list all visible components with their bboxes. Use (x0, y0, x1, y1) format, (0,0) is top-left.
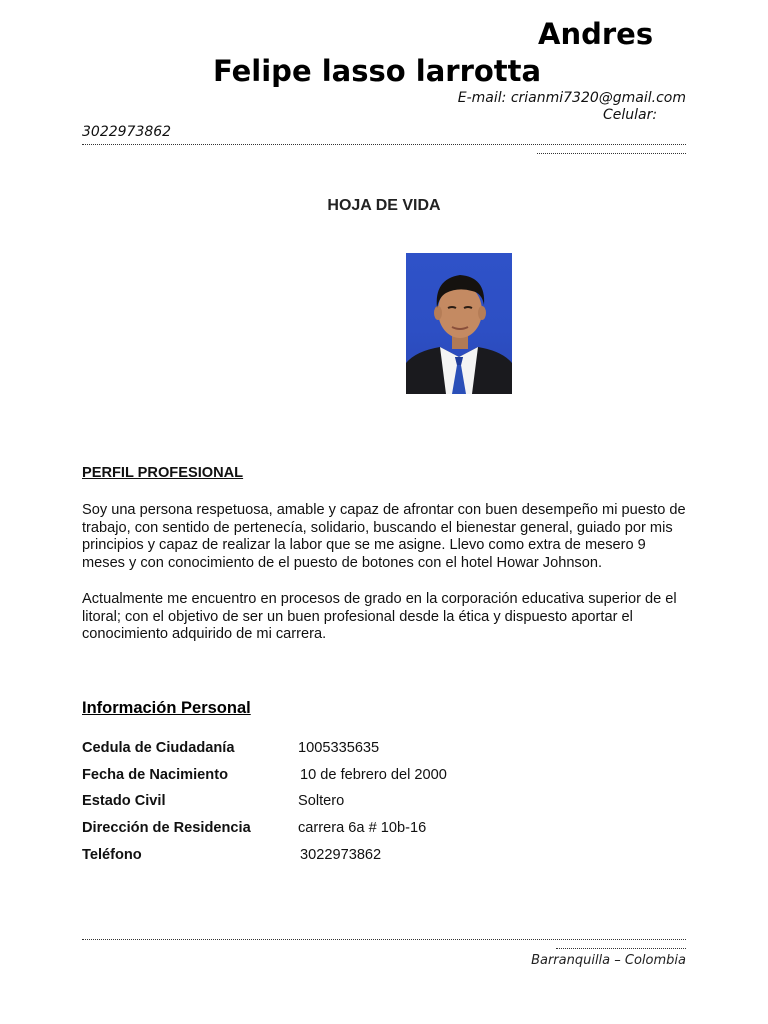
profile-heading: PERFIL PROFESIONAL (82, 465, 244, 481)
info-value-cedula: 1005335635 (298, 740, 380, 756)
footer-location: Barranquilla – Colombia (531, 953, 686, 968)
info-label-cedula: Cedula de Ciudadanía (82, 740, 235, 756)
info-value-civil-status: Soltero (298, 793, 345, 809)
phone-label: Celular: (603, 107, 658, 123)
email-label: E-mail: (457, 90, 507, 106)
name-first: Andres (538, 17, 654, 51)
info-label-address: Dirección de Residencia (82, 820, 251, 836)
email-line (458, 91, 686, 105)
personal-info-heading-text: Información Personal (82, 699, 251, 717)
document-title: HOJA DE VIDA (327, 197, 441, 214)
email-address: crianmi7320@gmail.com (510, 90, 686, 106)
header-divider-short (537, 153, 686, 154)
personal-info-heading (82, 699, 251, 718)
profile-paragraph-1: Soy una persona respetuosa, amable y capaz de afrontar con buen desempeño mi puesto de trabajo, con sentido de pertenecía, solidario, buscando el bienestar general, guiado por mis principios y capaz de realizar la labor que se me asigne. Llevo como extra de mesero 9 meses y con conocimiento de el puesto de botones con el hotel Howar Johnson. (82, 502, 686, 571)
info-label-phone: Teléfono (82, 847, 142, 863)
header-divider (82, 144, 686, 145)
info-value-phone: 3022973862 (300, 847, 382, 863)
profile-photo (406, 253, 512, 394)
phone-number: 3022973862 (82, 124, 172, 140)
footer-divider (82, 939, 686, 940)
info-value-address: carrera 6a # 10b-16 (298, 820, 427, 836)
info-label-civil-status: Estado Civil (82, 793, 166, 809)
portrait-illustration (406, 253, 512, 394)
profile-paragraph-2: Actualmente me encuentro en procesos de grado en la corporación educativa superior de el litoral; con el objetivo de ser un buen profesional desde la ética y dispuesto aportar el conocimiento adquirido de mi carrera. (82, 591, 677, 642)
info-value-birthdate: 10 de febrero del 2000 (300, 767, 447, 783)
name-rest: Felipe lasso larrotta (213, 54, 542, 88)
info-label-birthdate: Fecha de Nacimiento (82, 767, 228, 783)
footer-divider-short (556, 948, 686, 949)
